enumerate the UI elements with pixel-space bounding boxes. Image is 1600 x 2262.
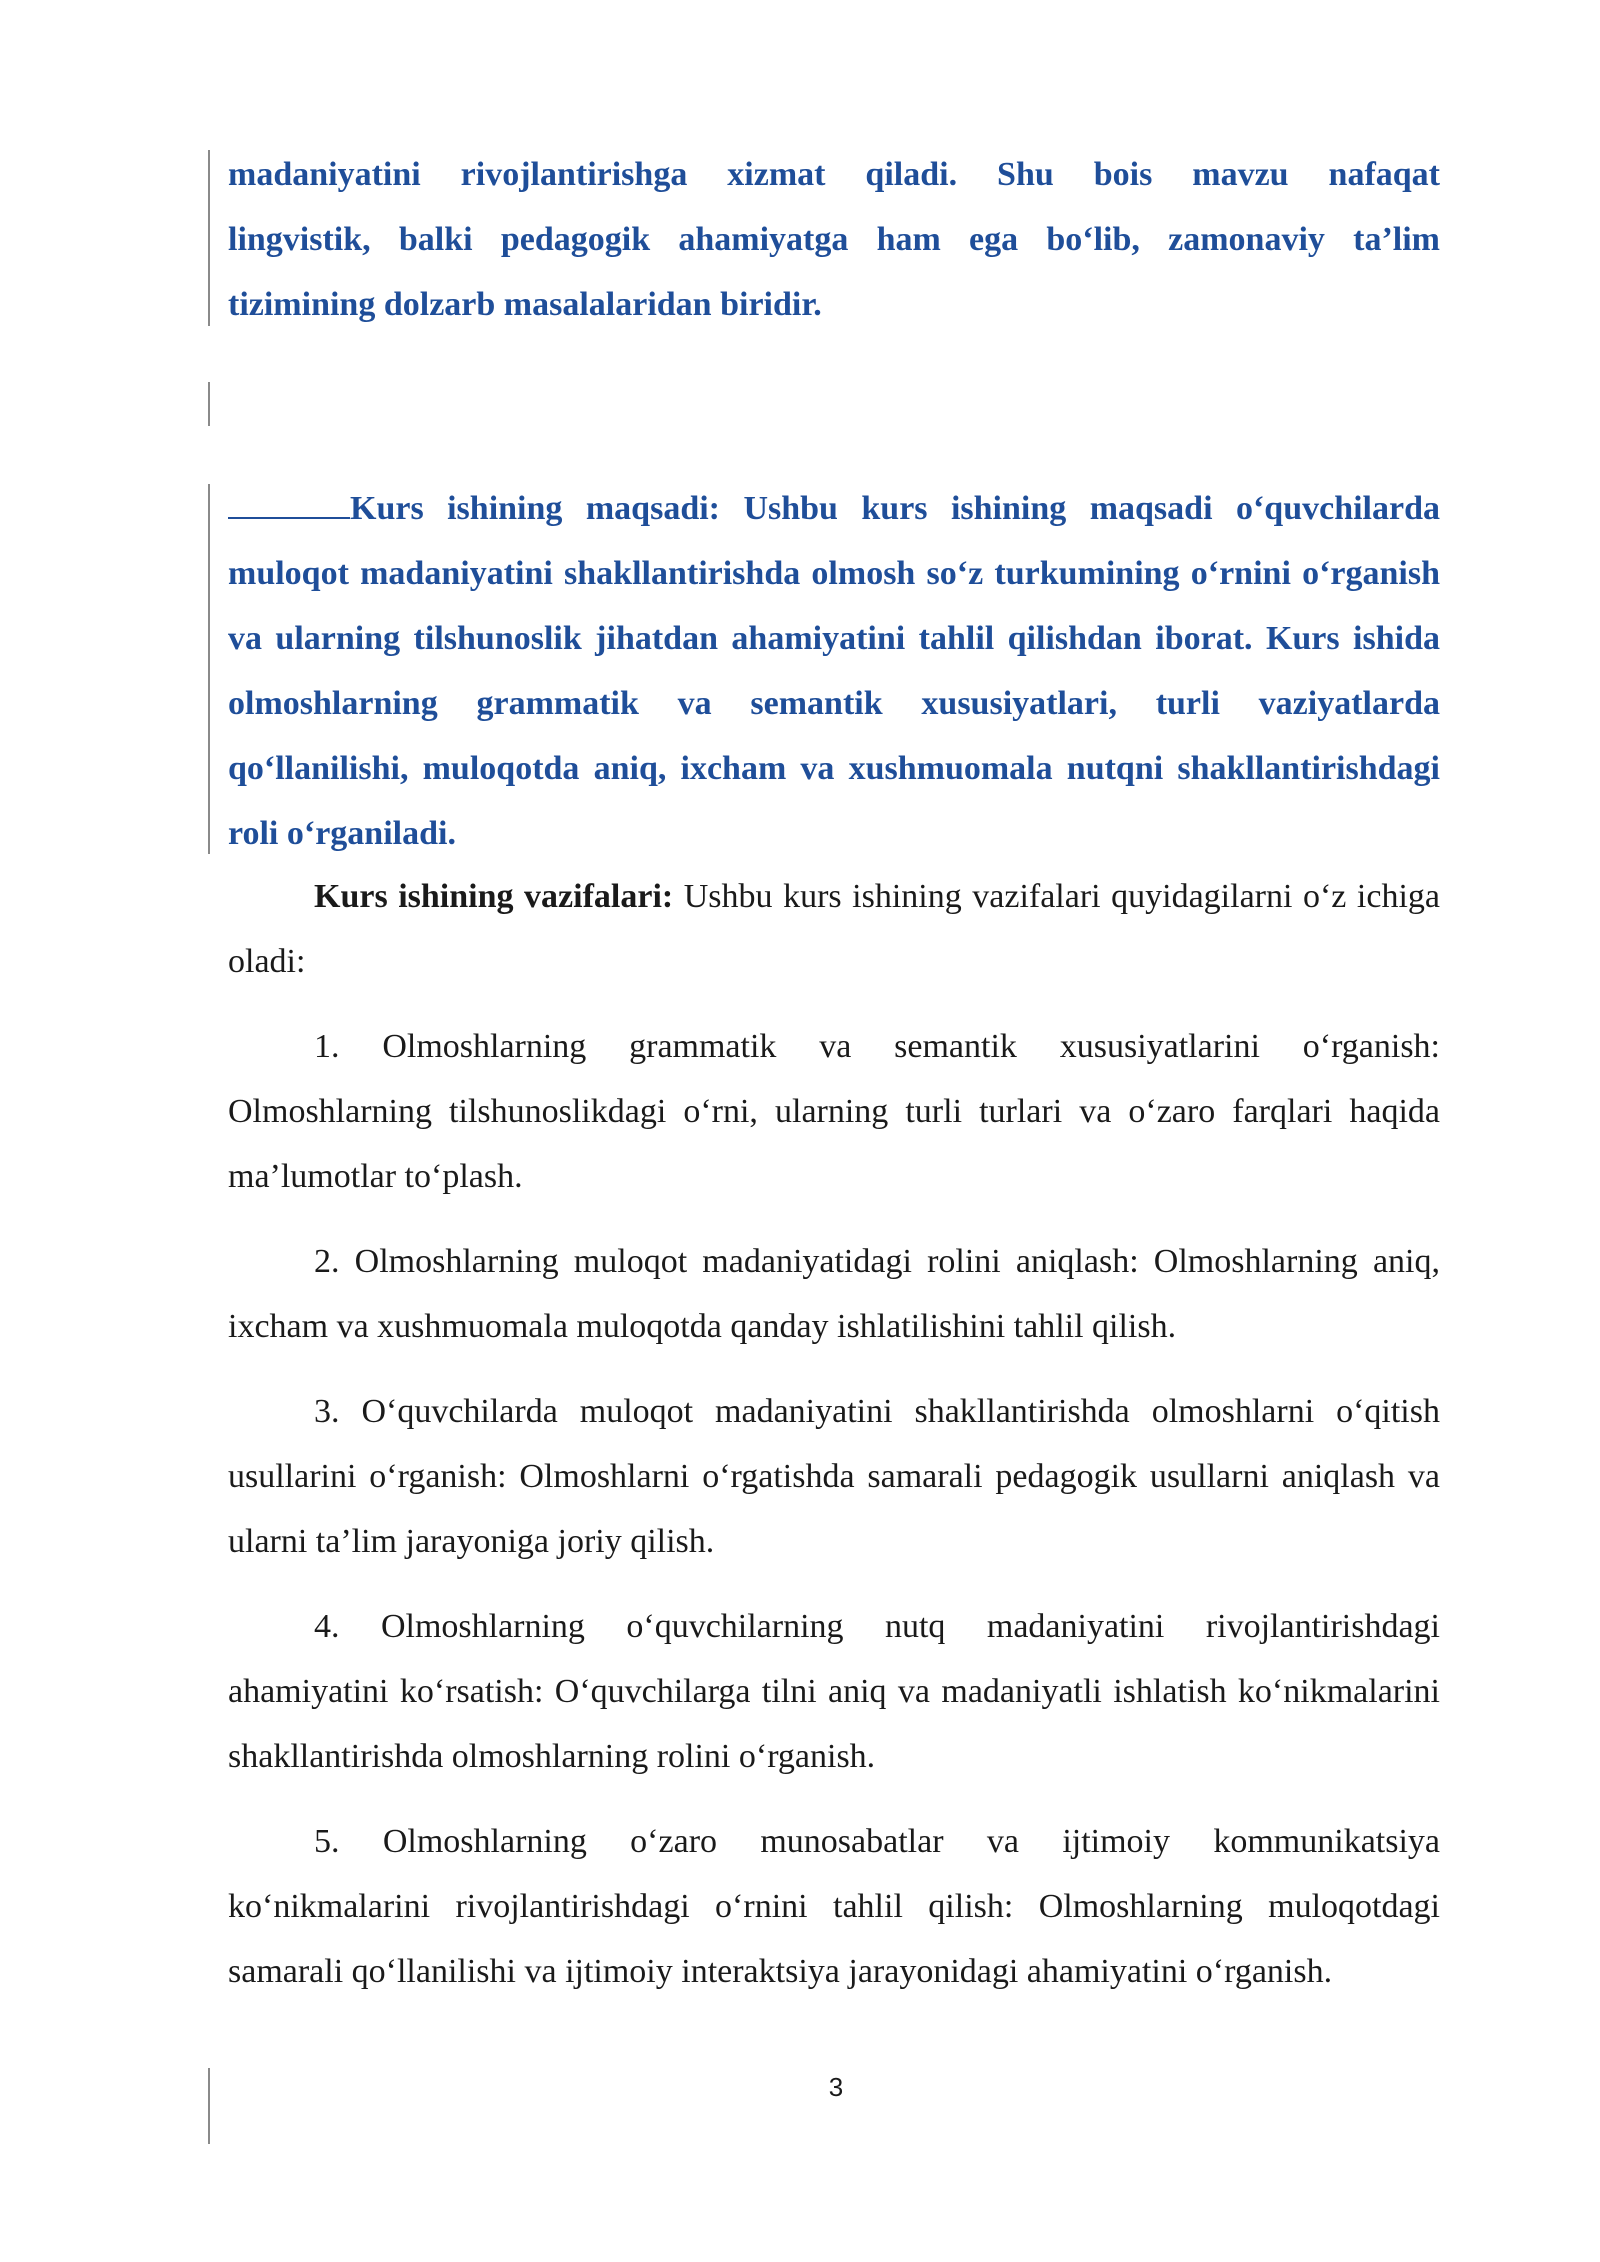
intro-line: tizimining dolzarb masalalaridan biridir. [228,286,822,323]
task-item-5: 5. Olmoshlarning o‘zaro munosabatlar va ijtimoiy kommunikatsiya ko‘nikmalarini rivojlantirishdagi o‘rnini tahlil qilish: Olmoshlarning muloqotdagi samarali qo‘llanilishi va ijtimoiy interaktsiya jarayonidagi ahamiyatini o‘rganish. [228,1823,1440,1990]
goal-text: Ushbu kurs ishining maqsadi o‘quvchilarda muloqot madaniyatini shakllantirishda olmosh so‘z turkumining o‘rnini o‘rganish va ularning tilshunoslik jihatdan ahamiyatini tahlil qilishdan iborat. Kurs ishida olmoshlarning grammatik va semantik xususiyatlari, turli vaziyatlarda qo‘llanilishi, muloqotda aniq, ixcham va xushmuomala nutqni shakllantirishdagi roli o‘rganiladi. [228,490,1440,852]
change-bar [208,382,210,426]
tasks-paragraph [228,864,1440,994]
blank-underline [228,487,350,519]
intro-paragraph [228,142,1440,337]
page-number: 3 [828,2072,844,2102]
tasks-text: Ushbu kurs ishining vazifalari quyidagilarni o‘z ichiga oladi: [228,878,1440,980]
tasks-heading: Kurs ishining vazifalari: [314,878,674,915]
task-item-4: 4. Olmoshlarning o‘quvchilarning nutq madaniyatini rivojlantirishdagi ahamiyatini ko‘rsatish: O‘quvchilarga tilni aniq va madaniyatli ishlatish ko‘nikmalarini shakllantirishda olmoshlarning rolini o‘rganish. [228,1608,1440,1775]
change-bar [208,484,210,854]
task-item-1: 1. Olmoshlarning grammatik va semantik xususiyatlarini o‘rganish: Olmoshlarning tilshunoslikdagi o‘rni, ularning turli turlari va o‘zaro farqlari haqida ma’lumotlar to‘plash. [228,1028,1440,1195]
goal-heading: Kurs ishining maqsadi: [350,490,720,527]
intro-line: madaniyatini rivojlantirishga xizmat qiladi. Shu bois mavzu nafaqat [228,156,1440,193]
task-item-2: 2. Olmoshlarning muloqot madaniyatidagi rolini aniqlash: Olmoshlarning aniq, ixcham va xushmuomala muloqotda qanday ishlatilishini tahlil qilish. [228,1243,1440,1345]
task-item-3: 3. O‘quvchilarda muloqot madaniyatini shakllantirishda olmoshlarni o‘qitish usullarini o‘rganish: Olmoshlarni o‘rgatishda samarali pedagogik usullarni aniqlash va ularni ta’lim jarayoniga joriy qilish. [228,1393,1440,1560]
goal-paragraph [228,476,1440,866]
intro-line: lingvistik, balki pedagogik ahamiyatga ham ega bo‘lib, zamonaviy ta’lim [228,221,1440,258]
change-bar [208,150,210,326]
